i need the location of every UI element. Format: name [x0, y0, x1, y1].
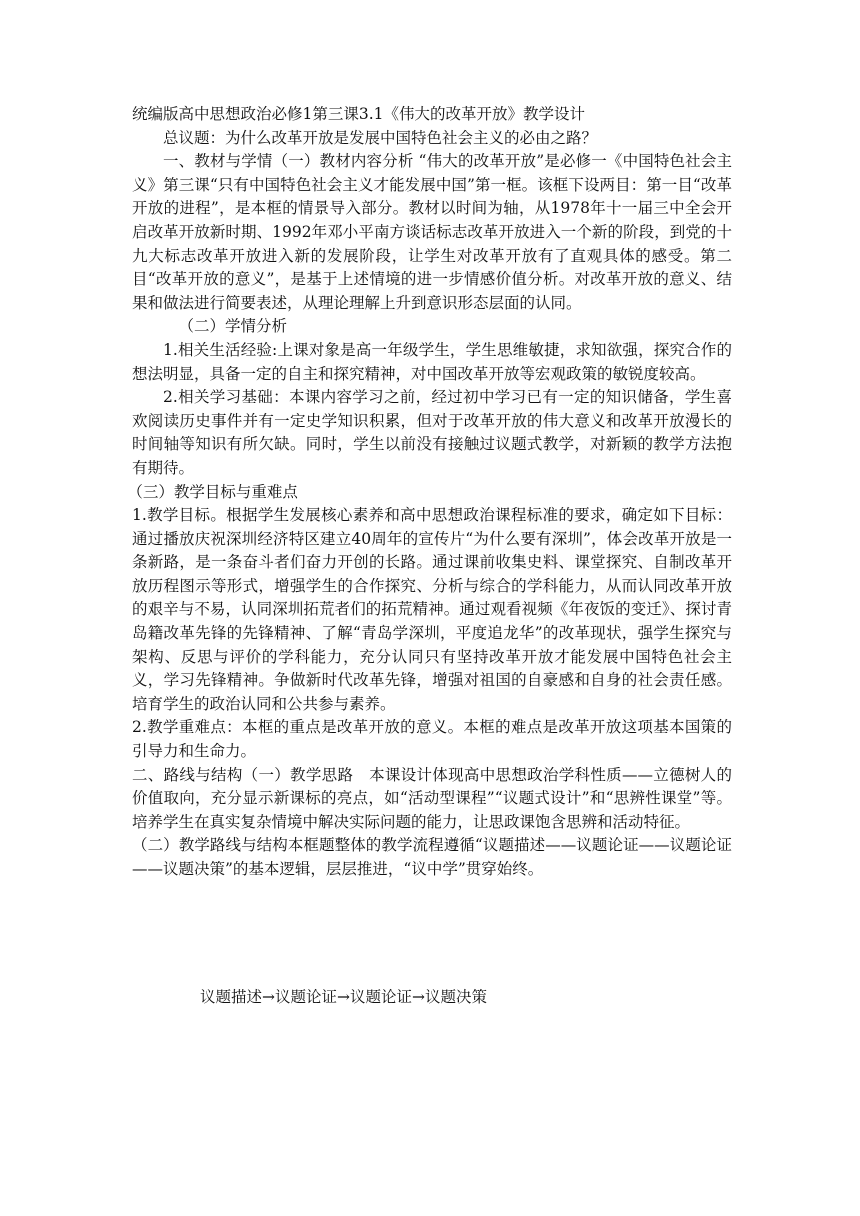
student-paragraph-1: 1.相关生活经验:上课对象是高一年级学生，学生思维敏捷，求知欲强，探究合作的想法明显，具备一定的自主和探究精神，对中国改革开放等宏观政策的敏锐度较高。 [132, 340, 732, 383]
goals-paragraph-1: 1.教学目标。根据学生发展核心素养和高中思想政治课程标准的要求，确定如下目标：通过播放庆祝深圳经济特区建立40周年的宣传片“为什么要有深圳”，体会改革开放是一条新路，是一条奋斗者们奋力开创的长路。通过课前收集史料、课堂探究、自制改革开放历程图示等形式，增强学生的合作探究、分析与综合的学科能力，从而认同改革开放的艰辛与不易，认同深圳拓荒者们的拓荒精神。通过观看视频《年夜饭的变迁》、探讨青岛籍改革先锋的先锋精神、了解“青岛学深圳，平度追龙华”的改革现状，强学生探究与架构、反思与评价的学科能力，充分认同只有坚持改革开放才能发展中国特色社会主义，学习先锋精神。争做新时代改革先锋，增强对祖国的自豪感和自身的社会责任感。培育学生的政治认同和公共参与素养。 [132, 506, 732, 713]
document-body [127, 103, 732, 882]
section2-paragraph-2: （二）教学路线与结构本框题整体的教学流程遵循“议题描述——议题论证——议题论证——议题决策”的基本逻辑，层层推进，“议中学”贯穿始终。 [132, 836, 732, 878]
goals-paragraph-2: 2.教学重难点：本框的重点是改革开放的意义。本框的难点是改革开放这项基本国策的引导力和生命力。 [132, 718, 732, 761]
goals-heading: （三）教学目标与重难点 [127, 482, 298, 501]
student-paragraph-2: 2.相关学习基础：本课内容学习之前，经过初中学习已有一定的知识储备，学生喜欢阅读历史事件并有一定史学知识积累，但对于改革开放的伟大意义和改革开放漫长的时间轴等知识有所欠缺。同时，学生以前没有接触过议题式教学，对新颖的教学方法抱有期待。 [132, 388, 732, 477]
teaching-flow-line: 议题描述→议题论证→议题论证→议题决策 [200, 988, 487, 1006]
section1-paragraph: 一、教材与学情（一）教材内容分析 “伟大的改革开放”是必修一《中国特色社会主义》第三课“只有中国特色社会主义才能发展中国”第一框。该框下设两目：第一目“改革开放的进程”，是本框的情景导入部分。教材以时间为轴，从1978年十一届三中全会开启改革开放新时期、1992年邓小平南方谈话标志改革开放进入一个新的阶段，到党的十九大标志改革开放进入新的发展阶段，让学生对改革开放有了直观具体的感受。第二目“改革开放的意义”，是基于上述情境的进一步情感价值分析。对改革开放的意义、结果和做法进行简要表述，从理论理解上升到意识形态层面的认同。 [132, 152, 732, 312]
document-title: 统编版高中思想政治必修1第三课3.1《伟大的改革开放》教学设计 [132, 105, 586, 123]
main-question: 总议题：为什么改革开放是发展中国特色社会主义的必由之路？ [163, 128, 598, 147]
section2-paragraph-1: 二、路线与结构（一）教学思路 本课设计体现高中思想政治学科性质——立德树人的价值取向，充分显示新课标的亮点，如“活动型课程”“议题式设计”和“思辨性课堂”等。培养学生在真实复杂情境中解决实际问题的能力，让思政课饱含思辨和活动特征。 [132, 765, 732, 831]
student-analysis-heading: （二）学情分析 [178, 317, 288, 336]
